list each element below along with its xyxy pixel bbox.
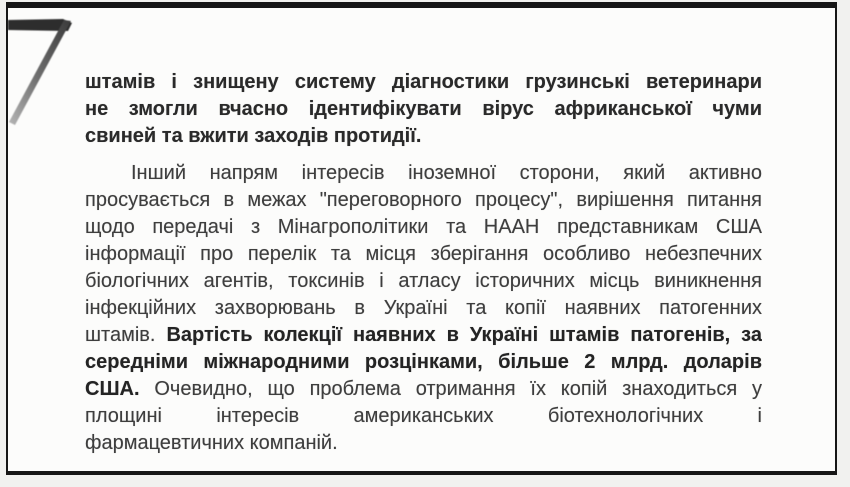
text-line	[85, 376, 762, 403]
text-segment: просувається в межах "переговорного процесу", вирішення питання	[85, 189, 762, 211]
text-line	[85, 160, 762, 187]
text-segment: інфекційних захворювань в Україні та копії наявних патогенних	[85, 297, 762, 319]
paragraph	[85, 69, 762, 150]
document-text	[85, 69, 762, 457]
text-line	[85, 96, 762, 123]
bold-text-segment: Вартість колекції наявних в Україні штамів патогенів, за	[166, 324, 762, 346]
text-line	[85, 123, 762, 150]
text-segment: інформації про перелік та місця зберігання особливо небезпечних	[85, 243, 762, 265]
bold-text-segment: середніми міжнародними розцінками, більше 2 млрд. доларів	[85, 351, 762, 373]
text-line	[85, 430, 762, 457]
text-segment: біологічних агентів, токсинів і атласу історичних місць виникнення	[85, 270, 762, 292]
text-segment: Інший напрям інтересів іноземної сторони, який активно	[131, 162, 762, 184]
text-line	[85, 403, 762, 430]
bold-text-segment: свиней та вжити заходів протидії.	[85, 125, 422, 147]
text-segment: фармацевтичних компаній.	[85, 432, 338, 454]
text-line	[85, 69, 762, 96]
page-corner-fold-mark	[8, 18, 88, 136]
text-line	[85, 214, 762, 241]
bold-text-segment: США.	[85, 378, 140, 400]
text-line	[85, 322, 762, 349]
text-segment: щодо передачі з Мінагрополітики та НААН представникам США	[85, 216, 762, 238]
text-line	[85, 187, 762, 214]
text-segment: Очевидно, що проблема отримання їх копій знаходиться у	[139, 378, 762, 400]
text-line	[85, 268, 762, 295]
text-segment: штамів.	[85, 324, 167, 346]
bold-text-segment: не змогли вчасно ідентифікувати вірус африканської чуми	[85, 98, 762, 120]
bold-text-segment: штамів і знищену систему діагностики грузинські ветеринари	[85, 71, 762, 93]
text-line	[85, 349, 762, 376]
paragraph	[85, 160, 762, 457]
text-segment: площині інтересів американських біотехнологічних і	[85, 405, 762, 427]
text-line	[85, 241, 762, 268]
text-line	[85, 295, 762, 322]
page-frame	[6, 2, 837, 475]
